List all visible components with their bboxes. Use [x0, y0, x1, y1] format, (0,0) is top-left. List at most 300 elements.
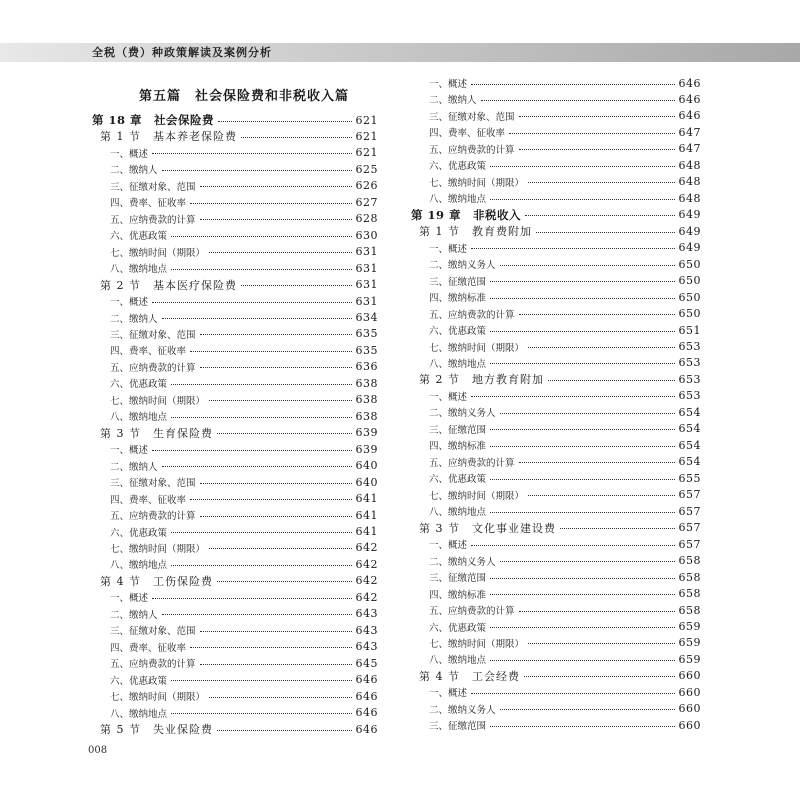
toc-item-entry: [411, 586, 701, 602]
toc-entry-page-number: 650: [678, 290, 701, 304]
toc-entry-page-number: 659: [678, 652, 701, 666]
toc-item-entry: [92, 194, 378, 210]
dot-leader: [471, 84, 674, 85]
toc-entry-label: 第 2 节 地方教育附加: [419, 373, 544, 387]
toc-item-entry: [411, 91, 701, 107]
toc-item-entry: [411, 684, 701, 700]
toc-item-entry: [92, 375, 378, 391]
toc-entry-page-number: 657: [678, 504, 701, 518]
toc-item-entry: [411, 141, 701, 157]
toc-item-entry: [411, 404, 701, 420]
dot-leader: [200, 516, 352, 517]
dot-leader: [162, 466, 352, 467]
toc-entry-label: 八、缴纳地点: [429, 655, 487, 667]
toc-entry-label: 第 5 节 失业保险费: [100, 723, 213, 737]
toc-entry-page-number: 646: [355, 689, 378, 703]
dot-leader: [171, 680, 351, 681]
toc-entry-label: 五、应纳费款的计算: [429, 457, 515, 469]
toc-item-entry: [92, 260, 378, 276]
toc-entry-label: 第 19 章 非税收入: [411, 207, 522, 222]
header-bar: [0, 43, 800, 62]
toc-item-entry: [411, 240, 701, 256]
toc-entry-page-number: 649: [678, 208, 701, 222]
dot-leader: [152, 153, 351, 154]
toc-entry-page-number: 642: [355, 590, 378, 604]
toc-entry-label: 六、优惠政策: [110, 379, 168, 391]
toc-entry-label: 七、缴纳时间（期限）: [110, 247, 206, 259]
dot-leader: [209, 548, 351, 549]
toc-entry-page-number: 657: [678, 488, 701, 502]
toc-entry-label: 二、缴纳人: [110, 165, 158, 177]
toc-entry-label: 一、概述: [110, 445, 149, 457]
toc-entry-page-number: 631: [355, 245, 378, 259]
dot-leader: [519, 611, 675, 612]
toc-item-entry: [92, 655, 378, 671]
toc-entry-page-number: 658: [678, 554, 701, 568]
toc-item-entry: [411, 619, 701, 635]
toc-item-entry: [411, 174, 701, 190]
dot-leader: [490, 363, 674, 364]
dot-leader: [190, 351, 351, 352]
toc-entry-page-number: 648: [678, 158, 701, 172]
dot-leader: [241, 137, 352, 138]
toc-entry-label: 五、应纳费款的计算: [110, 214, 196, 226]
book-title: 全税（费）种政策解读及案例分析: [92, 46, 272, 59]
toc-entry-page-number: 660: [678, 685, 701, 699]
toc-entry-label: 三、征缴对象、范围: [110, 626, 196, 638]
dot-leader: [481, 100, 675, 101]
toc-entry-label: 八、缴纳地点: [429, 507, 487, 519]
dot-leader: [471, 545, 674, 546]
dot-leader: [190, 647, 351, 648]
toc-section-entry: [92, 277, 378, 293]
dot-leader: [200, 367, 352, 368]
toc-section-entry: [411, 371, 701, 387]
toc-entry-page-number: 636: [355, 360, 378, 374]
dot-leader: [152, 302, 351, 303]
dot-leader: [152, 450, 351, 451]
toc-entry-label: 三、征缴对象、范围: [429, 111, 515, 123]
toc-entry-page-number: 658: [678, 603, 701, 617]
dot-leader: [490, 479, 674, 480]
dot-leader: [490, 331, 674, 332]
toc-entry-label: 六、优惠政策: [429, 161, 487, 173]
toc-entry-page-number: 631: [355, 261, 378, 275]
dot-leader: [500, 561, 675, 562]
dot-leader: [171, 236, 351, 237]
toc-entry-label: 五、应纳费款的计算: [110, 362, 196, 374]
toc-entry-page-number: 646: [678, 92, 701, 106]
toc-entry-label: 五、应纳费款的计算: [429, 144, 515, 156]
dot-leader: [200, 219, 352, 220]
dot-leader: [241, 285, 352, 286]
dot-leader: [490, 578, 674, 579]
toc-entry-label: 八、缴纳地点: [110, 708, 168, 720]
toc-item-entry: [92, 211, 378, 227]
dot-leader: [528, 182, 674, 183]
toc-entry-label: 一、概述: [429, 391, 468, 403]
dot-leader: [490, 446, 674, 447]
dot-leader: [200, 334, 352, 335]
toc-entry-page-number: 646: [678, 109, 701, 123]
toc-item-entry: [92, 507, 378, 523]
dot-leader: [209, 252, 351, 253]
toc-item-entry: [92, 705, 378, 721]
toc-entry-page-number: 638: [355, 376, 378, 390]
toc-item-entry: [92, 556, 378, 572]
toc-entry-label: 五、应纳费款的计算: [110, 511, 196, 523]
toc-entry-label: 四、费率、征收率: [110, 346, 187, 358]
toc-entry-page-number: 659: [678, 636, 701, 650]
toc-entry-label: 七、缴纳时间（期限）: [429, 342, 525, 354]
toc-item-entry: [411, 701, 701, 717]
toc-item-entry: [92, 688, 378, 704]
dot-leader: [171, 417, 351, 418]
toc-entry-label: 第 3 节 文化事业建设费: [419, 521, 556, 535]
toc-item-entry: [411, 437, 701, 453]
dot-leader: [162, 170, 352, 171]
toc-entry-page-number: 653: [678, 356, 701, 370]
toc-entry-label: 六、优惠政策: [429, 474, 487, 486]
toc-entry-label: 四、缴纳标准: [429, 293, 487, 305]
toc-entry-label: 七、缴纳时间（期限）: [110, 692, 206, 704]
toc-entry-page-number: 628: [355, 212, 378, 226]
toc-item-entry: [92, 474, 378, 490]
toc-entry-label: 三、征缴范围: [429, 276, 487, 288]
toc-entry-label: 二、缴纳义务人: [429, 408, 496, 420]
toc-entry-label: 八、缴纳地点: [429, 358, 487, 370]
toc-entry-label: 二、缴纳人: [110, 609, 158, 621]
toc-entry-label: 五、应纳费款的计算: [110, 659, 196, 671]
dot-leader: [528, 643, 674, 644]
toc-entry-page-number: 638: [355, 409, 378, 423]
toc-entry-page-number: 651: [678, 323, 701, 337]
toc-entry-page-number: 643: [355, 607, 378, 621]
toc-item-entry: [411, 339, 701, 355]
dot-leader: [560, 528, 675, 529]
dot-leader: [548, 380, 675, 381]
toc-entry-page-number: 647: [678, 142, 701, 156]
dot-leader: [490, 281, 674, 282]
toc-entry-label: 一、概述: [429, 243, 468, 255]
toc-entry-label: 七、缴纳时间（期限）: [429, 638, 525, 650]
dot-leader: [162, 318, 352, 319]
toc-item-entry: [92, 491, 378, 507]
toc-item-entry: [411, 503, 701, 519]
toc-entry-page-number: 625: [355, 162, 378, 176]
toc-item-entry: [411, 553, 701, 569]
toc-item-entry: [92, 310, 378, 326]
toc-item-entry: [411, 388, 701, 404]
dot-leader: [490, 512, 674, 513]
toc-entry-label: 五、应纳费款的计算: [429, 606, 515, 618]
toc-entry-label: 四、费率、征收率: [429, 128, 506, 140]
toc-entry-page-number: 646: [678, 76, 701, 90]
dot-leader: [190, 499, 351, 500]
toc-item-entry: [411, 256, 701, 272]
toc-item-entry: [92, 227, 378, 243]
toc-entry-label: 第 4 节 工会经费: [419, 669, 520, 683]
toc-entry-page-number: 657: [678, 521, 701, 535]
dot-leader: [490, 298, 674, 299]
toc-entry-label: 三、征缴对象、范围: [110, 181, 196, 193]
toc-entry-page-number: 660: [678, 718, 701, 732]
toc-chapter-entry: [411, 207, 701, 223]
toc-item-entry: [411, 108, 701, 124]
toc-item-entry: [92, 342, 378, 358]
toc-entry-page-number: 654: [678, 405, 701, 419]
toc-entry-page-number: 626: [355, 179, 378, 193]
toc-entry-label: 第 1 节 教育费附加: [419, 225, 532, 239]
dot-leader: [217, 730, 352, 731]
dot-leader: [524, 676, 675, 677]
toc-item-entry: [411, 717, 701, 733]
toc-entry-page-number: 650: [678, 257, 701, 271]
toc-entry-label: 八、缴纳地点: [110, 412, 168, 424]
toc-entry-page-number: 660: [678, 702, 701, 716]
toc-item-entry: [92, 145, 378, 161]
dot-leader: [490, 627, 674, 628]
toc-entry-page-number: 658: [678, 570, 701, 584]
toc-entry-page-number: 643: [355, 623, 378, 637]
toc-entry-label: 六、优惠政策: [110, 675, 168, 687]
toc-item-entry: [92, 441, 378, 457]
toc-entry-page-number: 635: [355, 343, 378, 357]
toc-entry-page-number: 631: [355, 294, 378, 308]
toc-entry-page-number: 639: [355, 442, 378, 456]
toc-entry-label: 第 1 节 基本养老保险费: [100, 130, 237, 144]
dot-leader: [519, 116, 675, 117]
toc-entry-label: 六、优惠政策: [429, 622, 487, 634]
toc-entry-page-number: 655: [678, 471, 701, 485]
toc-entry-page-number: 654: [678, 455, 701, 469]
toc-item-entry: [411, 454, 701, 470]
toc-entry-label: 八、缴纳地点: [429, 194, 487, 206]
toc-item-entry: [92, 293, 378, 309]
toc-entry-page-number: 650: [678, 274, 701, 288]
toc-item-entry: [92, 540, 378, 556]
dot-leader: [200, 186, 352, 187]
toc-entry-page-number: 648: [678, 175, 701, 189]
toc-entry-label: 四、费率、征收率: [110, 494, 187, 506]
toc-entry-page-number: 639: [355, 426, 378, 440]
toc-entry-page-number: 641: [355, 492, 378, 506]
dot-leader: [500, 413, 675, 414]
toc-entry-page-number: 650: [678, 307, 701, 321]
toc-entry-label: 二、缴纳人: [429, 95, 477, 107]
toc-entry-page-number: 648: [678, 191, 701, 205]
toc-entry-label: 一、概述: [110, 593, 149, 605]
toc-section-entry: [92, 721, 378, 737]
toc-item-entry: [92, 326, 378, 342]
toc-item-entry: [411, 487, 701, 503]
toc-entry-page-number: 621: [355, 113, 378, 127]
toc-entry-page-number: 641: [355, 508, 378, 522]
toc-item-entry: [92, 672, 378, 688]
dot-leader: [490, 594, 674, 595]
toc-entry-label: 第 2 节 基本医疗保险费: [100, 278, 237, 292]
toc-section-entry: [92, 128, 378, 144]
toc-chapter-entry: [92, 112, 378, 128]
dot-leader: [490, 199, 674, 200]
toc-entry-label: 五、应纳费款的计算: [429, 309, 515, 321]
dot-leader: [490, 429, 674, 430]
dot-leader: [490, 726, 674, 727]
toc-entry-label: 三、征缴范围: [429, 721, 487, 733]
toc-entry-label: 二、缴纳义务人: [429, 556, 496, 568]
toc-entry-label: 六、优惠政策: [110, 231, 168, 243]
toc-entry-page-number: 653: [678, 389, 701, 403]
toc-item-entry: [411, 569, 701, 585]
dot-leader: [200, 664, 352, 665]
toc-entry-label: 六、优惠政策: [429, 326, 487, 338]
toc-item-entry: [92, 178, 378, 194]
toc-item-entry: [411, 355, 701, 371]
toc-item-entry: [92, 606, 378, 622]
toc-entry-label: 七、缴纳时间（期限）: [429, 490, 525, 502]
toc-item-entry: [411, 124, 701, 140]
toc-entry-label: 二、缴纳义务人: [429, 260, 496, 272]
toc-entry-label: 六、优惠政策: [110, 527, 168, 539]
toc-entry-page-number: 643: [355, 640, 378, 654]
toc-entry-label: 一、概述: [429, 540, 468, 552]
dot-leader: [209, 400, 351, 401]
toc-item-entry: [92, 589, 378, 605]
toc-entry-label: 八、缴纳地点: [110, 264, 168, 276]
toc-entry-label: 三、征缴对象、范围: [110, 329, 196, 341]
toc-item-entry: [92, 359, 378, 375]
toc-entry-page-number: 642: [355, 574, 378, 588]
toc-entry-page-number: 657: [678, 537, 701, 551]
dot-leader: [490, 166, 674, 167]
toc-entry-page-number: 621: [355, 129, 378, 143]
toc-entry-page-number: 640: [355, 459, 378, 473]
toc-entry-page-number: 634: [355, 311, 378, 325]
dot-leader: [490, 660, 674, 661]
dot-leader: [171, 384, 351, 385]
toc-entry-label: 八、缴纳地点: [110, 560, 168, 572]
toc-entry-label: 二、缴纳人: [110, 461, 158, 473]
toc-entry-page-number: 654: [678, 438, 701, 452]
dot-leader: [171, 565, 351, 566]
toc-item-entry: [92, 161, 378, 177]
toc-entry-page-number: 630: [355, 228, 378, 242]
toc-entry-label: 四、缴纳标准: [429, 589, 487, 601]
toc-entry-label: 第 4 节 工伤保险费: [100, 574, 213, 588]
toc-item-entry: [411, 421, 701, 437]
dot-leader: [209, 697, 351, 698]
dot-leader: [509, 133, 674, 134]
dot-leader: [519, 149, 675, 150]
toc-item-entry: [411, 470, 701, 486]
dot-leader: [152, 598, 351, 599]
toc-section-entry: [92, 573, 378, 589]
dot-leader: [471, 396, 674, 397]
dot-leader: [171, 532, 351, 533]
toc-item-entry: [92, 392, 378, 408]
toc-entry-label: 七、缴纳时间（期限）: [429, 177, 525, 189]
toc-entry-page-number: 654: [678, 422, 701, 436]
toc-entry-label: 七、缴纳时间（期限）: [110, 395, 206, 407]
toc-item-entry: [92, 622, 378, 638]
toc-entry-page-number: 645: [355, 656, 378, 670]
toc-entry-page-number: 658: [678, 587, 701, 601]
toc-entry-page-number: 635: [355, 327, 378, 341]
dot-leader: [471, 248, 674, 249]
toc-section-entry: [411, 668, 701, 684]
dot-leader: [536, 232, 675, 233]
toc-item-entry: [411, 536, 701, 552]
toc-entry-page-number: 653: [678, 372, 701, 386]
toc-section-entry: [411, 520, 701, 536]
toc-item-entry: [92, 524, 378, 540]
toc-item-entry: [411, 157, 701, 173]
toc-entry-label: 七、缴纳时间（期限）: [110, 543, 206, 555]
dot-leader: [217, 433, 352, 434]
toc-item-entry: [92, 244, 378, 260]
toc-entry-page-number: 647: [678, 125, 701, 139]
toc-item-entry: [411, 322, 701, 338]
toc-entry-page-number: 646: [355, 706, 378, 720]
toc-entry-label: 二、缴纳人: [110, 313, 158, 325]
toc-entry-page-number: 649: [678, 241, 701, 255]
toc-entry-page-number: 660: [678, 669, 701, 683]
toc-item-entry: [92, 639, 378, 655]
toc-entry-page-number: 631: [355, 278, 378, 292]
toc-entry-page-number: 642: [355, 557, 378, 571]
dot-leader: [200, 631, 352, 632]
dot-leader: [525, 215, 674, 216]
toc-entry-label: 二、缴纳义务人: [429, 704, 496, 716]
toc-entry-page-number: 642: [355, 541, 378, 555]
dot-leader: [471, 693, 674, 694]
toc-entry-page-number: 646: [355, 673, 378, 687]
toc-entry-page-number: 659: [678, 620, 701, 633]
dot-leader: [218, 121, 351, 122]
dot-leader: [217, 581, 352, 582]
toc-entry-page-number: 646: [355, 722, 378, 736]
toc-entry-page-number: 621: [355, 146, 378, 160]
toc-entry-label: 一、概述: [110, 148, 149, 160]
page-number: 008: [88, 745, 108, 756]
dot-leader: [190, 203, 351, 204]
toc-entry-page-number: 627: [355, 195, 378, 209]
dot-leader: [528, 347, 674, 348]
toc-section-entry: [92, 425, 378, 441]
toc-entry-label: 三、征缴范围: [429, 573, 487, 585]
dot-leader: [500, 265, 675, 266]
toc-item-entry: [411, 651, 701, 667]
toc-item-entry: [411, 635, 701, 651]
toc-item-entry: [92, 408, 378, 424]
toc-entry-page-number: 653: [678, 340, 701, 354]
toc-entry-page-number: 641: [355, 525, 378, 538]
toc-entry-label: 四、费率、征收率: [110, 642, 187, 654]
toc-entry-label: 四、费率、征收率: [110, 198, 187, 210]
dot-leader: [171, 269, 351, 270]
toc-entry-page-number: 640: [355, 475, 378, 489]
toc-item-entry: [411, 190, 701, 206]
toc-section-entry: [411, 223, 701, 239]
toc-item-entry: [411, 306, 701, 322]
dot-leader: [500, 709, 675, 710]
toc-item-entry: [411, 289, 701, 305]
toc-entry-label: 一、概述: [429, 79, 468, 90]
toc-entry-label: 一、概述: [429, 688, 468, 700]
toc-entry-label: 一、概述: [110, 297, 149, 309]
toc-item-entry: [92, 458, 378, 474]
toc-entry-label: 三、征缴对象、范围: [110, 478, 196, 490]
